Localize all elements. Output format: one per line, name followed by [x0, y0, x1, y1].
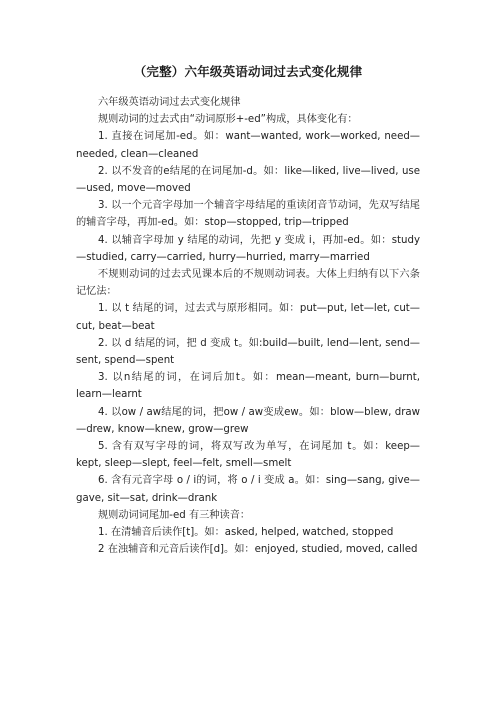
regular-rule-3: 3. 以一个元音字母加一个辅音字母结尾的重读闭音节动词，先双写结尾的辅音字母，再加-ed。如：stop—stopped, trip—tripped — [76, 200, 420, 229]
pronunciation-rule-2: 2 在浊辅音和元音后读作[d]。如：enjoyed, studied, moved, called — [98, 544, 418, 556]
irregular-rule-1: 1. 以 t 结尾的词，过去式与原形相同。如：put—put, let—let, cut—cut, beat—beat — [76, 303, 420, 332]
pronunciation-intro-paragraph: 规则动词词尾加-ed 有三种读音： — [98, 509, 251, 521]
irregular-rule-2: 2. 以 d 结尾的词，把 d 变成 t。如:build—built, lend—lent, send—sent, spend—spent — [76, 337, 420, 367]
irregular-intro-paragraph: 不规则动词的过去式见课本后的不规则动词表。大体上归纳有以下六条记忆法： — [76, 269, 420, 298]
section-heading: 六年级英语动词过去式变化规律 — [98, 97, 241, 108]
irregular-rule-3: 3. 以n结尾的词，在词后加t。如：mean—meant, burn—burnt, learn—learnt — [76, 372, 420, 401]
irregular-rule-5: 5. 含有双写字母的词，将双写改为单写，在词尾加 t。如：keep—kept, sleep—slept, feel—felt, smell—smelt — [76, 441, 420, 470]
regular-rule-1: 1. 直接在词尾加-ed。如：want—wanted, work—worked, need—needed, clean—cleaned — [76, 131, 420, 160]
document-body — [76, 94, 420, 558]
intro-paragraph: 规则动词的过去式由“动词原形+-ed”构成，具体变化有： — [98, 114, 358, 126]
regular-rule-4: 4. 以辅音字母加 y 结尾的动词，先把 y 变成 i，再加-ed。如：study—studied, carry—carried, hurry—hurried, marry—married — [76, 234, 420, 263]
document-title: （完整）六年级英语动词过去式变化规律 — [133, 64, 363, 79]
irregular-rule-4: 4. 以ow / aw结尾的词，把ow / aw变成ew。如：blow—blew, draw—drew, know—knew, grow—grew — [76, 406, 420, 435]
irregular-rule-6: 6. 含有元音字母 o / i的词，将 o / i 变成 a。如：sing—sang, give—gave, sit—sat, drink—drank — [76, 475, 420, 504]
regular-rule-2: 2. 以不发音的e结尾的在词尾加-d。如：like—liked, live—lived, use—used, move—moved — [76, 165, 420, 195]
pronunciation-rule-1: 1. 在清辅音后读作[t]。如：asked, helped, watched, stopped — [98, 527, 394, 539]
